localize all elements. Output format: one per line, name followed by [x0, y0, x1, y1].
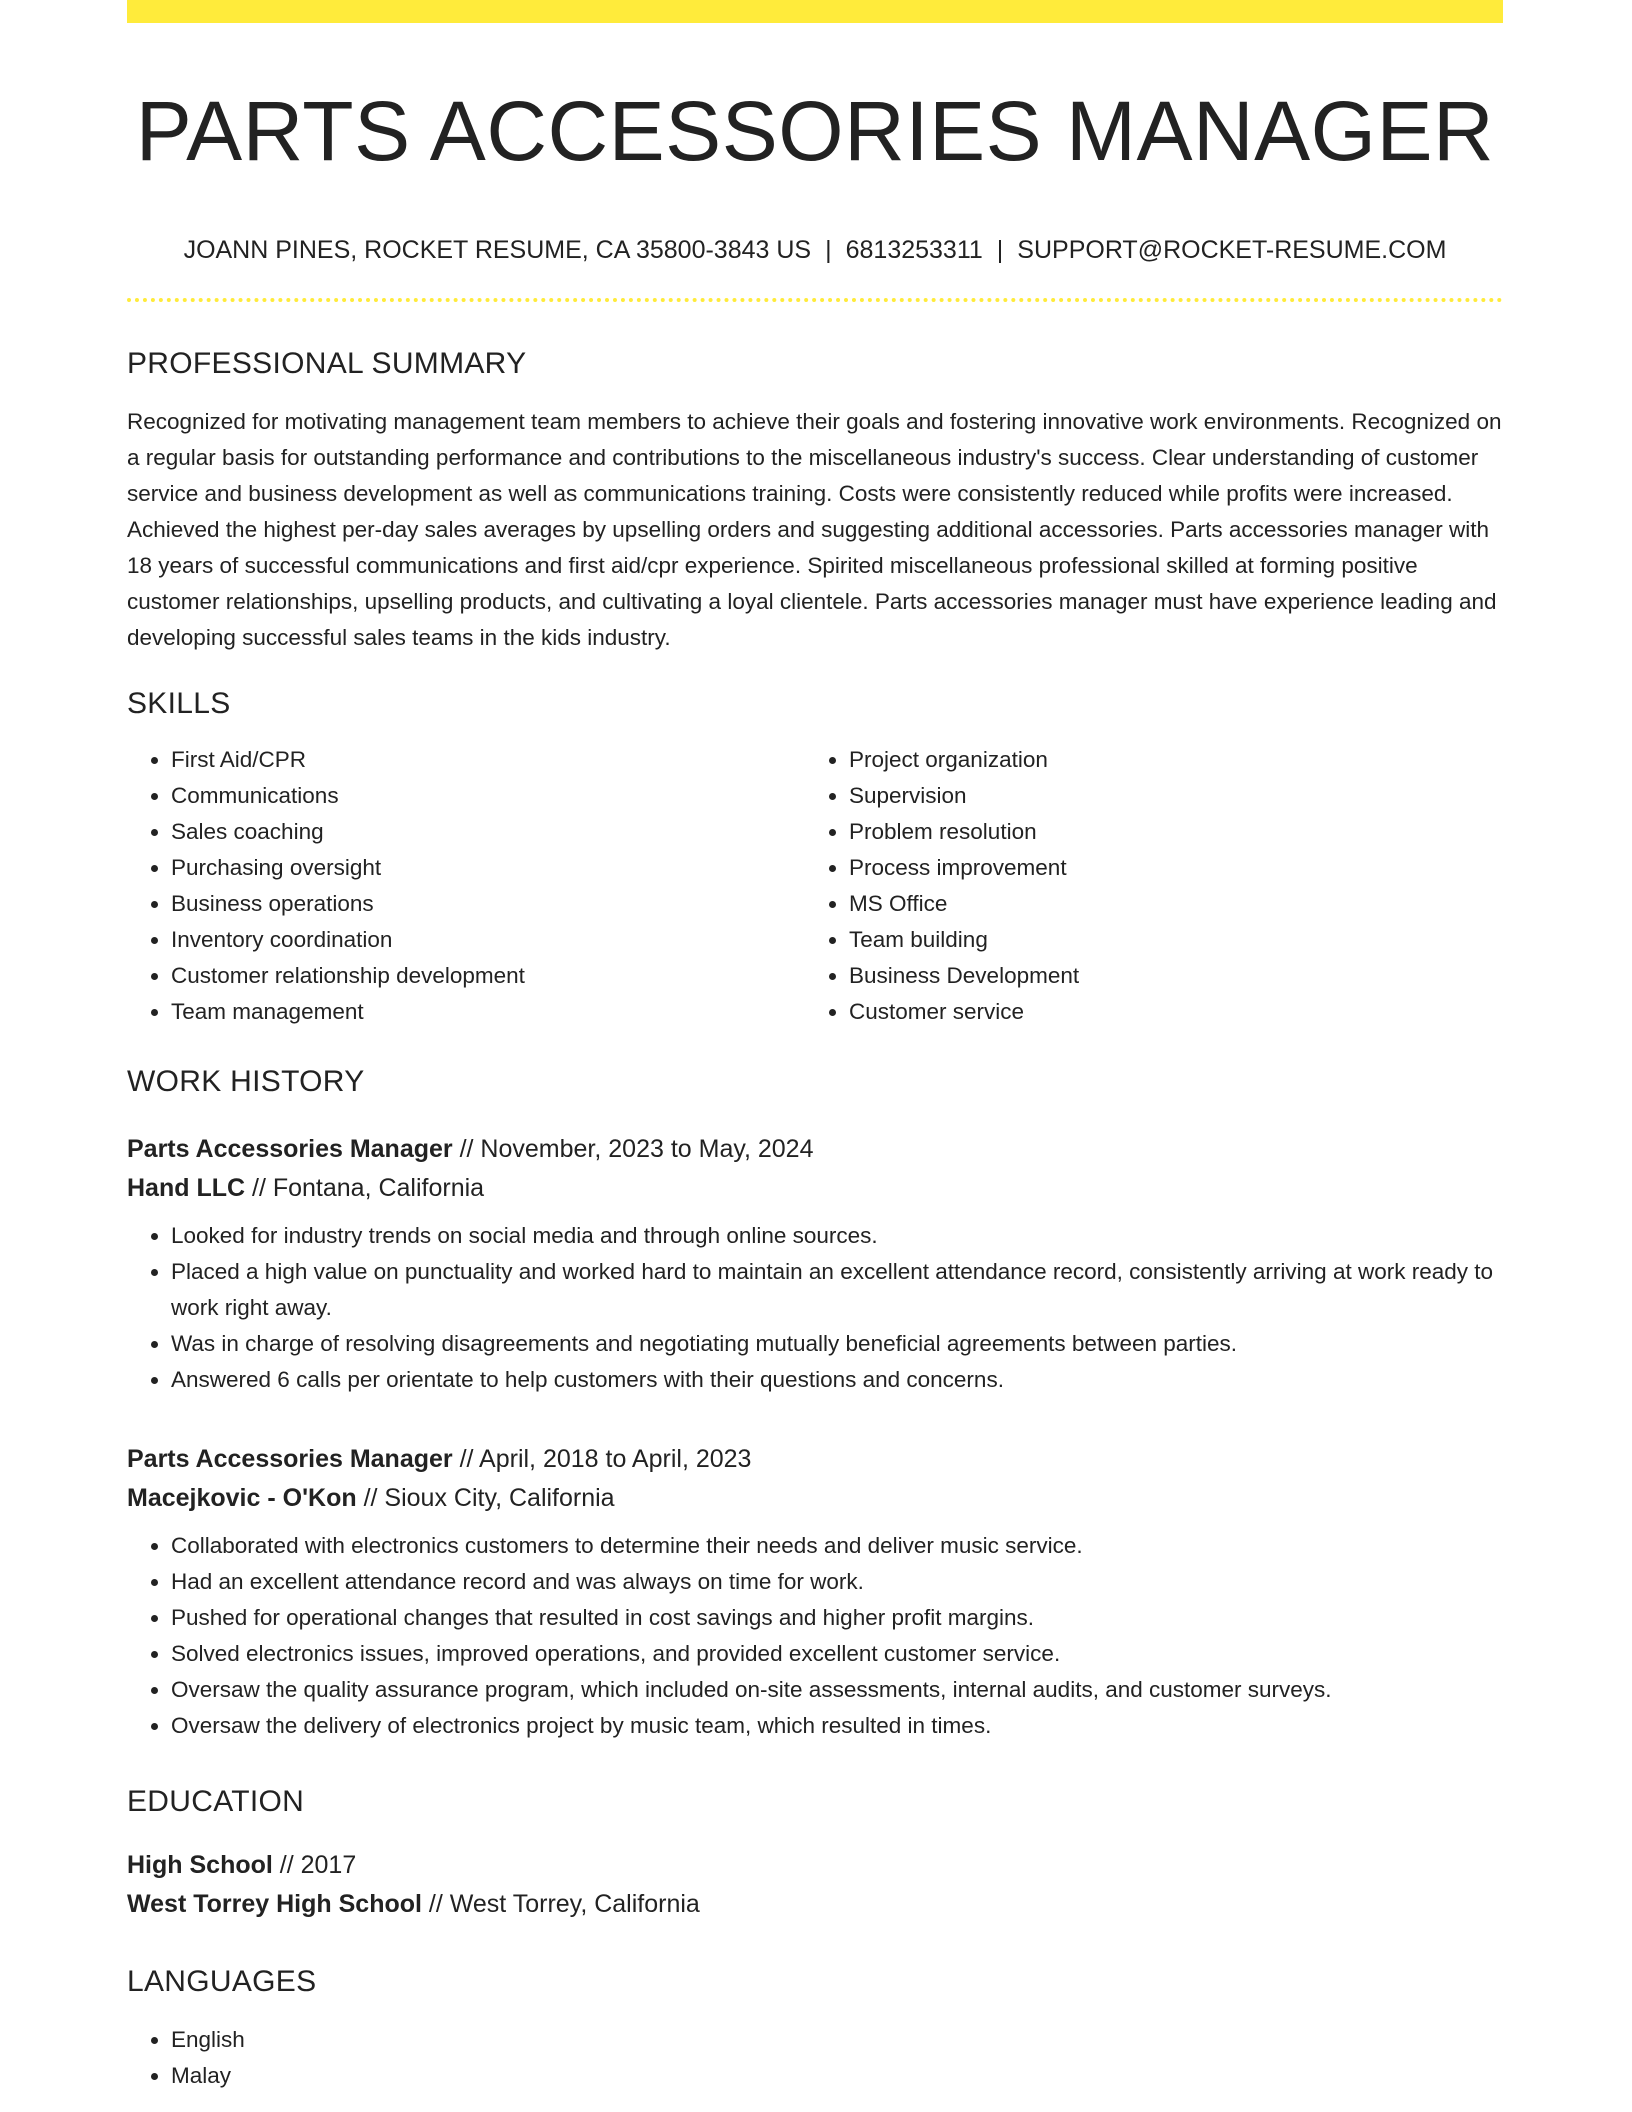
job-title: Parts Accessories Manager [127, 1135, 453, 1164]
skill-item: • Team building [849, 922, 1483, 958]
job-location: // Sioux City, California [356, 1484, 615, 1513]
job-bullet: • Placed a high value on punctuality and worked hard to maintain an excellent attendance record, consistently arriving at work ready to work right away. [171, 1254, 1503, 1326]
languages-heading: LANGUAGES [127, 1965, 317, 1999]
skills-right-list [805, 742, 1483, 1030]
job-dates: // November, 2023 to May, 2024 [452, 1135, 814, 1164]
skill-item: • MS Office [849, 886, 1483, 922]
education-degree: High School [127, 1851, 273, 1880]
job-bullet: • Was in charge of resolving disagreements and negotiating mutually beneficial agreements between parties. [171, 1326, 1503, 1362]
skill-item: • Supervision [849, 778, 1483, 814]
job-entry [127, 1130, 1503, 1398]
job-bullet: • Solved electronics issues, improved operations, and provided excellent customer service. [171, 1636, 1503, 1672]
job-bullets [127, 1218, 1503, 1398]
skill-item: • Communications [171, 778, 805, 814]
job-title: Parts Accessories Manager [127, 1445, 453, 1474]
languages-list [127, 2022, 1503, 2094]
contact-line [127, 235, 1503, 265]
dotted-divider [127, 298, 1503, 302]
summary-heading: PROFESSIONAL SUMMARY [127, 347, 527, 381]
contact-phone: 6813253311 [845, 236, 983, 265]
job-bullet: • Looked for industry trends on social media and through online sources. [171, 1218, 1503, 1254]
summary-text: Recognized for motivating management team members to achieve their goals and fostering innovative work environments. Recognized on a regular basis for outstanding performance and contributions to the miscellaneous industry's success. Clear understanding of customer service and business development as well as communications training. Costs were consistently reduced while profits were increased. Achieved the highest per-day sales averages by upselling orders and suggesting additional accessories. Parts accessories manager with 18 years of successful communications and first aid/cpr experience. Spirited miscellaneous professional skilled at forming positive customer relationships, upselling products, and cultivating a loyal clientele. Parts accessories manager must have experience leading and developing successful sales teams in the kids industry. [127, 409, 1502, 651]
top-accent-bar [127, 0, 1503, 23]
skill-item: • Inventory coordination [171, 922, 805, 958]
job-company: Macejkovic - O'Kon [127, 1484, 357, 1513]
job-bullet: • Collaborated with electronics customers to determine their needs and deliver music service. [171, 1528, 1503, 1564]
skill-item: • Purchasing oversight [171, 850, 805, 886]
skill-item: • Process improvement [849, 850, 1483, 886]
job-bullet: • Pushed for operational changes that resulted in cost savings and higher profit margins. [171, 1600, 1503, 1636]
language-item: • Malay [171, 2058, 1503, 2094]
contact-address: JOANN PINES, ROCKET RESUME, CA 35800-3843 US [183, 236, 812, 265]
skill-item: • First Aid/CPR [171, 742, 805, 778]
job-bullet: • Oversaw the delivery of electronics project by music team, which resulted in times. [171, 1708, 1503, 1744]
job-dates: // April, 2018 to April, 2023 [452, 1445, 752, 1474]
resume-title: PARTS ACCESSORIES MANAGER [135, 84, 1495, 178]
education-heading: EDUCATION [127, 1785, 305, 1819]
work-history-heading: WORK HISTORY [127, 1065, 365, 1099]
skill-item: • Problem resolution [849, 814, 1483, 850]
job-company: Hand LLC [127, 1174, 246, 1203]
skills-heading: SKILLS [127, 687, 231, 721]
job-bullet: • Oversaw the quality assurance program, which included on-site assessments, internal audits, and customer surveys. [171, 1672, 1503, 1708]
language-item: • English [171, 2022, 1503, 2058]
education-entry [127, 1846, 1503, 1924]
skills-columns [127, 742, 1503, 1030]
contact-separator: | [825, 236, 832, 265]
education-degree-line [127, 1846, 1503, 1885]
skill-item: • Sales coaching [171, 814, 805, 850]
resume-page [127, 0, 1503, 2094]
contact-email: SUPPORT@ROCKET-RESUME.COM [1017, 236, 1447, 265]
skill-item: • Business operations [171, 886, 805, 922]
education-year: // 2017 [272, 1851, 357, 1880]
job-company-line [127, 1479, 1503, 1518]
job-title-line [127, 1440, 1503, 1479]
job-bullet: • Answered 6 calls per orientate to help customers with their questions and concerns. [171, 1362, 1503, 1398]
education-school-line [127, 1885, 1503, 1924]
skills-left-list [127, 742, 805, 1030]
education-location: // West Torrey, California [421, 1890, 700, 1919]
job-location: // Fontana, California [245, 1174, 485, 1203]
skill-item: • Customer service [849, 994, 1483, 1030]
education-school: West Torrey High School [127, 1890, 422, 1919]
job-bullet: • Had an excellent attendance record and was always on time for work. [171, 1564, 1503, 1600]
job-title-line [127, 1130, 1503, 1169]
job-entry [127, 1440, 1503, 1744]
skill-item: • Customer relationship development [171, 958, 805, 994]
job-company-line [127, 1169, 1503, 1208]
job-bullets [127, 1528, 1503, 1744]
skill-item: • Business Development [849, 958, 1483, 994]
contact-separator: | [996, 236, 1004, 265]
skill-item: • Project organization [849, 742, 1483, 778]
skill-item: • Team management [171, 994, 805, 1030]
